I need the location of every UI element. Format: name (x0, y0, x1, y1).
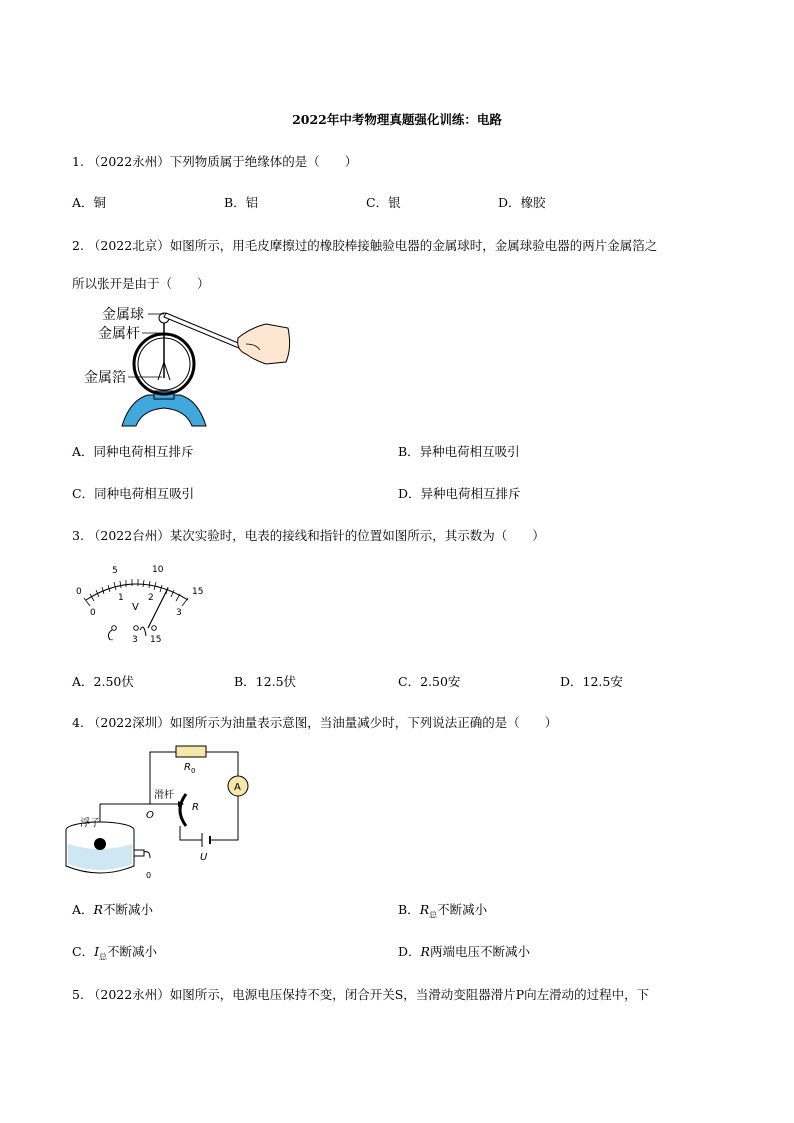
float-ball (94, 838, 106, 850)
lower-tick-0: 0 (90, 608, 96, 618)
lower-tick-3: 3 (176, 608, 182, 618)
q4-option-c (72, 942, 157, 963)
rubber-rod (164, 313, 248, 351)
q4-option-d-text: 两端电压不断减小 (429, 944, 530, 959)
q4-option-d (398, 942, 530, 960)
terminal-label-15: 15 (150, 635, 162, 645)
electroscope-stand (122, 395, 206, 426)
page-title: 2022年中考物理真题强化训练：电路 (292, 112, 502, 127)
r0-label: R (184, 762, 191, 773)
question-1-stem: 1. （2022永州）下列物质属于绝缘体的是（ ） (72, 154, 358, 169)
lower-tick-1: 1 (118, 593, 124, 603)
q4-option-c-text: 不断减小 (107, 944, 158, 959)
q2-option-d: D．异种电荷相互排斥 (398, 486, 521, 501)
q1-option-c: C．银 (366, 195, 401, 210)
float-label: 浮子 (80, 818, 100, 829)
q4-option-c-letter: C． (72, 944, 95, 959)
terminal-label-negative: - (110, 635, 114, 645)
q3-option-a: A．2.50伏 (72, 674, 134, 689)
pivot-label: O (146, 810, 154, 821)
voltmeter-dial-figure (70, 560, 210, 650)
metal-foil-right (164, 362, 170, 380)
upper-tick-10: 10 (152, 565, 164, 575)
question-2-stem-line1: 2. （2022北京）如图所示，用毛皮摩擦过的橡胶棒接触验电器的金属球时，金属球验电器的两片金属箔之 (72, 238, 658, 253)
drain-label: 0 (146, 871, 152, 880)
question-2-stem-line2: 所以张开是由于（ ） (72, 276, 210, 291)
question-3-stem: 3. （2022台州）某次实验时，电表的接线和指针的位置如图所示，其示数为（ ） (72, 528, 545, 543)
hand (238, 324, 290, 364)
question-5-stem: 5. （2022永州）如图所示，电源电压保持不变，闭合开关S，当滑动变阻器滑片P向左滑动的过程中，下 (72, 987, 650, 1002)
q4-option-b-letter: B． (398, 902, 420, 917)
q3-option-d: D．12.5安 (560, 674, 623, 689)
q4-option-a (72, 900, 153, 918)
q4-option-a-var: R (93, 902, 103, 917)
terminal-label-3: 3 (132, 635, 138, 645)
lower-tick-2: 2 (148, 593, 154, 603)
r0-label-sub: 0 (191, 767, 196, 775)
q4-option-a-letter: A． (72, 902, 94, 917)
question-4-stem: 4. （2022深圳）如图所示为油量表示意图，当油量减少时，下列说法正确的是（ ） (72, 715, 558, 730)
terminal-3 (134, 626, 139, 631)
drain-tap (134, 850, 144, 856)
q4-option-d-var: R (420, 944, 430, 959)
r-label: R (192, 802, 199, 813)
q2-option-a: A．同种电荷相互排斥 (72, 444, 194, 459)
q2-option-c: C．同种电荷相互吸引 (72, 486, 195, 501)
dial-arc (86, 584, 188, 600)
ammeter-label: A (234, 782, 241, 793)
electroscope-figure (70, 300, 295, 430)
q4-option-b (398, 900, 487, 921)
q3-option-b: B．12.5伏 (234, 674, 297, 689)
q4-option-b-sub: 总 (429, 910, 438, 920)
resistor-r0 (176, 746, 206, 757)
upper-tick-5: 5 (112, 566, 118, 576)
terminal-negative (112, 626, 117, 631)
wire-3 (140, 627, 146, 636)
label-metal-foil: 金属箔 (84, 370, 126, 386)
q4-option-d-letter: D． (398, 944, 421, 959)
q4-option-b-var: R (419, 902, 430, 917)
q4-option-a-text: 不断减小 (102, 902, 153, 917)
q4-option-b-text: 不断减小 (437, 902, 488, 917)
q4-option-c-sub: 总 (99, 952, 108, 962)
q3-option-c: C．2.50安 (398, 674, 461, 689)
variable-resistor-r (180, 794, 186, 826)
u-label: U (200, 852, 208, 863)
upper-tick-0: 0 (76, 587, 82, 597)
fuel-gauge-figure (60, 740, 260, 885)
label-metal-ball: 金属球 (102, 307, 144, 323)
q1-option-d: D．橡胶 (498, 195, 546, 210)
unit-label: V (132, 602, 139, 613)
q1-option-b: B．铝 (224, 195, 259, 210)
terminal-15 (152, 626, 157, 631)
lever-label: 滑杆 (154, 790, 174, 801)
upper-tick-15: 15 (192, 587, 204, 597)
q1-option-a: A．铜 (72, 195, 107, 210)
label-metal-rod: 金属杆 (98, 326, 140, 342)
q4-option-c-var: I (94, 944, 100, 959)
q2-option-b: B．异种电荷相互吸引 (398, 444, 520, 459)
